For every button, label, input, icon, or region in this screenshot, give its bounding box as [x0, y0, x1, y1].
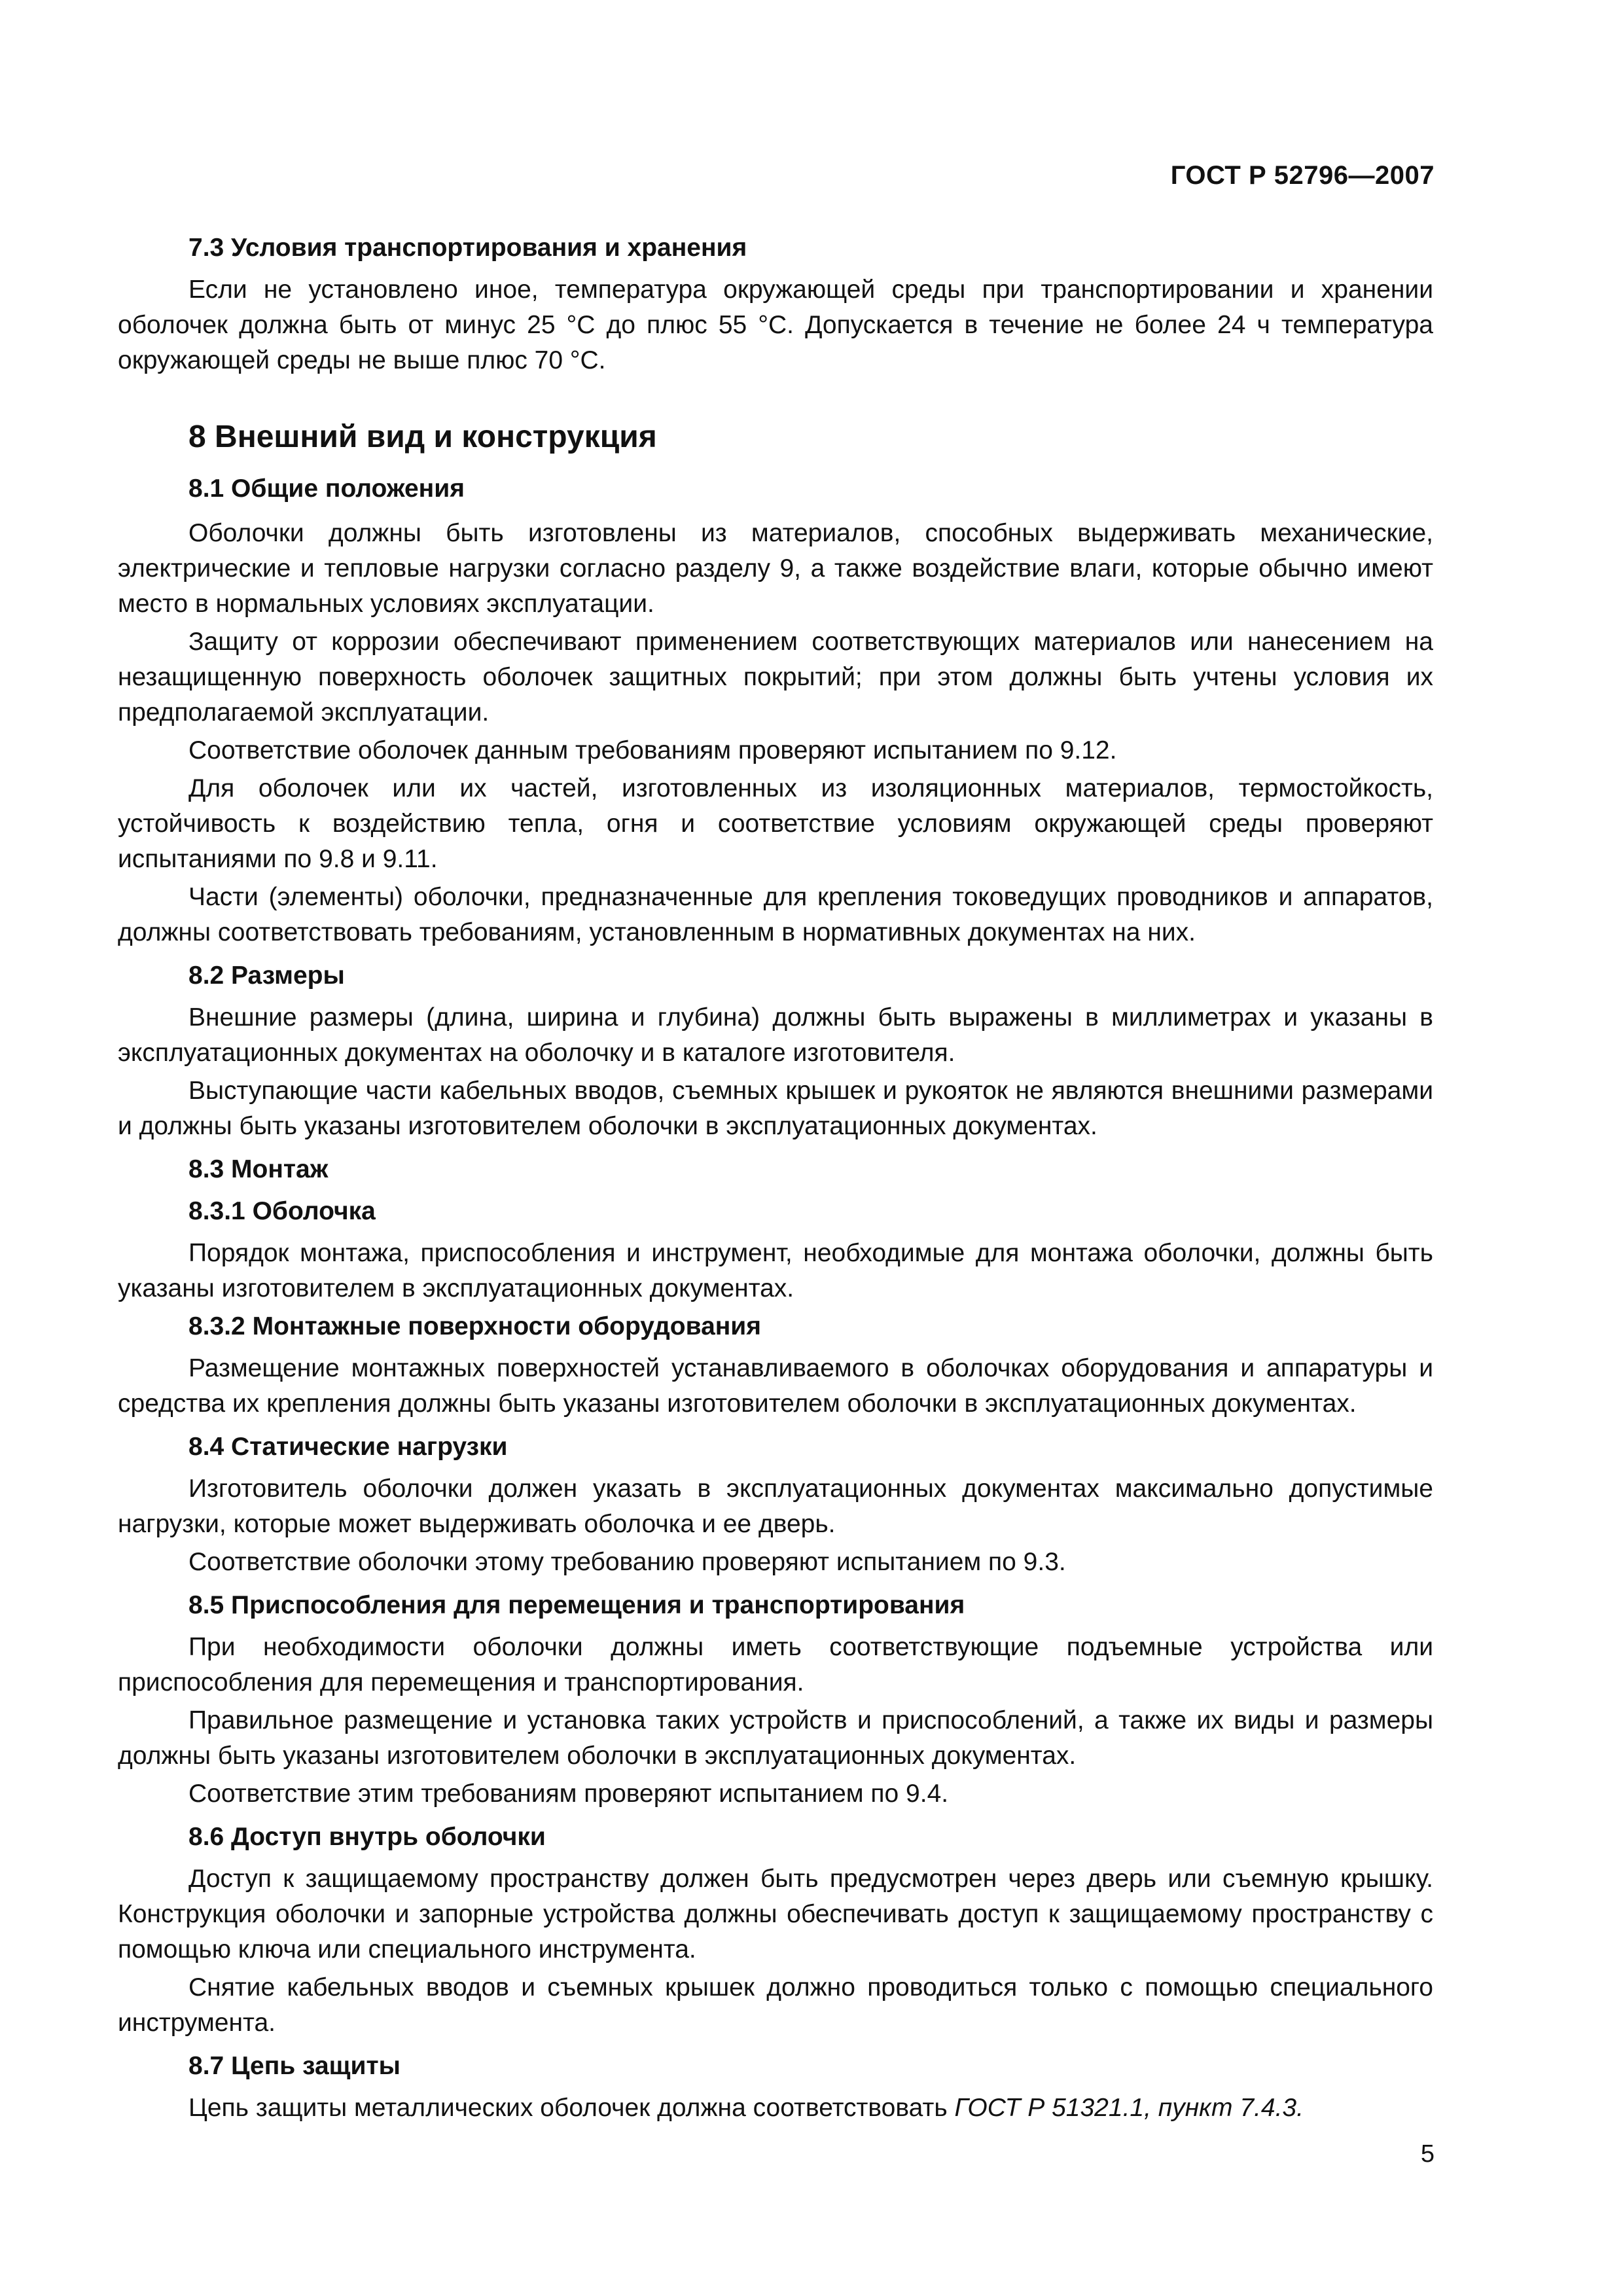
- paragraph: Соответствие этим требованиям проверяют испытанием по 9.4.: [188, 1780, 949, 1808]
- paragraph: Оболочки должны быть изготовлены из материалов, способных выдерживать механические, электрические и тепловые нагрузки согласно разделу 9, а также воздействие влаги, которые обычно имеют место в нормальных условиях эксплуатации.: [118, 519, 1433, 618]
- section-8-1-title: 8.1 Общие положения: [188, 475, 465, 503]
- document-body: [118, 230, 1433, 2126]
- paragraph: Соответствие оболочек данным требованиям проверяют испытанием по 9.12.: [188, 736, 1117, 764]
- paragraph: Снятие кабельных вводов и съемных крышек должно проводиться только с помощью специального инструмента.: [118, 1973, 1433, 2037]
- paragraph: Защиту от коррозии обеспечивают применением соответствующих материалов или нанесением на незащищенную поверхность оболочек защитных покрытий; при этом должны быть учтены условия их предполагаемой эксплуатации.: [118, 628, 1433, 726]
- paragraph: Если не установлено иное, температура окружающей среды при транспортировании и хранении оболочек должна быть от минус 25 °С до плюс 55 °С. Допускается в течение не более 24 ч температура окружающей среды не выше плюс 70 °С.: [118, 276, 1433, 374]
- paragraph: Правильное размещение и установка таких устройств и приспособлений, а также их виды и размеры должны быть указаны изготовителем оболочки в эксплуатационных документах.: [118, 1706, 1433, 1770]
- paragraph: Части (элементы) оболочки, предназначенные для крепления токоведущих проводников и аппаратов, должны соответствовать требованиям, установленным в нормативных документах на них.: [118, 883, 1433, 946]
- section-8-7-title: 8.7 Цепь защиты: [188, 2052, 401, 2080]
- paragraph: Доступ к защищаемому пространству должен быть предусмотрен через дверь или съемную крышку. Конструкция оболочки и запорные устройства должны обеспечивать доступ к защищаемому пространству с помощью ключа или специального инструмента.: [118, 1865, 1433, 1964]
- paragraph: Для оболочек или их частей, изготовленных из изоляционных материалов, термостойкость, устойчивость к воздействию тепла, огня и соответствие условиям окружающей среды проверяют испытаниями по 9.8 и 9.11.: [118, 774, 1433, 873]
- section-8-title: 8 Внешний вид и конструкция: [188, 420, 657, 454]
- paragraph: Выступающие части кабельных вводов, съемных крышек и рукояток не являются внешними размерами и должны быть указаны изготовителем оболочки в эксплуатационных документах.: [118, 1077, 1433, 1140]
- section-8-3-2-title: 8.3.2 Монтажные поверхности оборудования: [188, 1312, 762, 1340]
- paragraph: Размещение монтажных поверхностей устанавливаемого в оболочках оборудования и аппаратуры и средства их крепления должны быть указаны изготовителем оболочки в эксплуатационных документах.: [118, 1354, 1433, 1418]
- section-8-3-1-title: 8.3.1 Оболочка: [188, 1197, 376, 1225]
- paragraph: Внешние размеры (длина, ширина и глубина) должны быть выражены в миллиметрах и указаны в эксплуатационных документах на оболочку и в каталоге изготовителя.: [118, 1003, 1433, 1067]
- paragraph: Соответствие оболочки этому требованию проверяют испытанием по 9.3.: [188, 1548, 1066, 1576]
- section-8-4-title: 8.4 Статические нагрузки: [188, 1433, 508, 1461]
- section-8-6-title: 8.6 Доступ внутрь оболочки: [188, 1823, 546, 1851]
- standard-reference: ГОСТ Р 51321.1, пункт 7.4.3.: [954, 2094, 1304, 2122]
- section-8-5-title: 8.5 Приспособления для перемещения и транспортирования: [188, 1591, 965, 1619]
- paragraph: При необходимости оболочки должны иметь соответствующие подъемные устройства или приспособления для перемещения и транспортирования.: [118, 1633, 1433, 1696]
- document-code: ГОСТ Р 52796—2007: [1170, 161, 1435, 190]
- page-number: 5: [1420, 2140, 1435, 2168]
- paragraph: [118, 2090, 1433, 2126]
- section-7-3-title: 7.3 Условия транспортирования и хранения: [188, 234, 747, 262]
- paragraph-text: Цепь защиты металлических оболочек должна соответствовать: [188, 2094, 955, 2122]
- section-8-3-title: 8.3 Монтаж: [188, 1155, 329, 1183]
- paragraph: Изготовитель оболочки должен указать в эксплуатационных документах максимально допустимые нагрузки, которые может выдерживать оболочка и ее дверь.: [118, 1475, 1433, 1538]
- section-8-2-title: 8.2 Размеры: [188, 961, 345, 990]
- paragraph: Порядок монтажа, приспособления и инструмент, необходимые для монтажа оболочки, должны быть указаны изготовителем в эксплуатационных документах.: [118, 1239, 1433, 1302]
